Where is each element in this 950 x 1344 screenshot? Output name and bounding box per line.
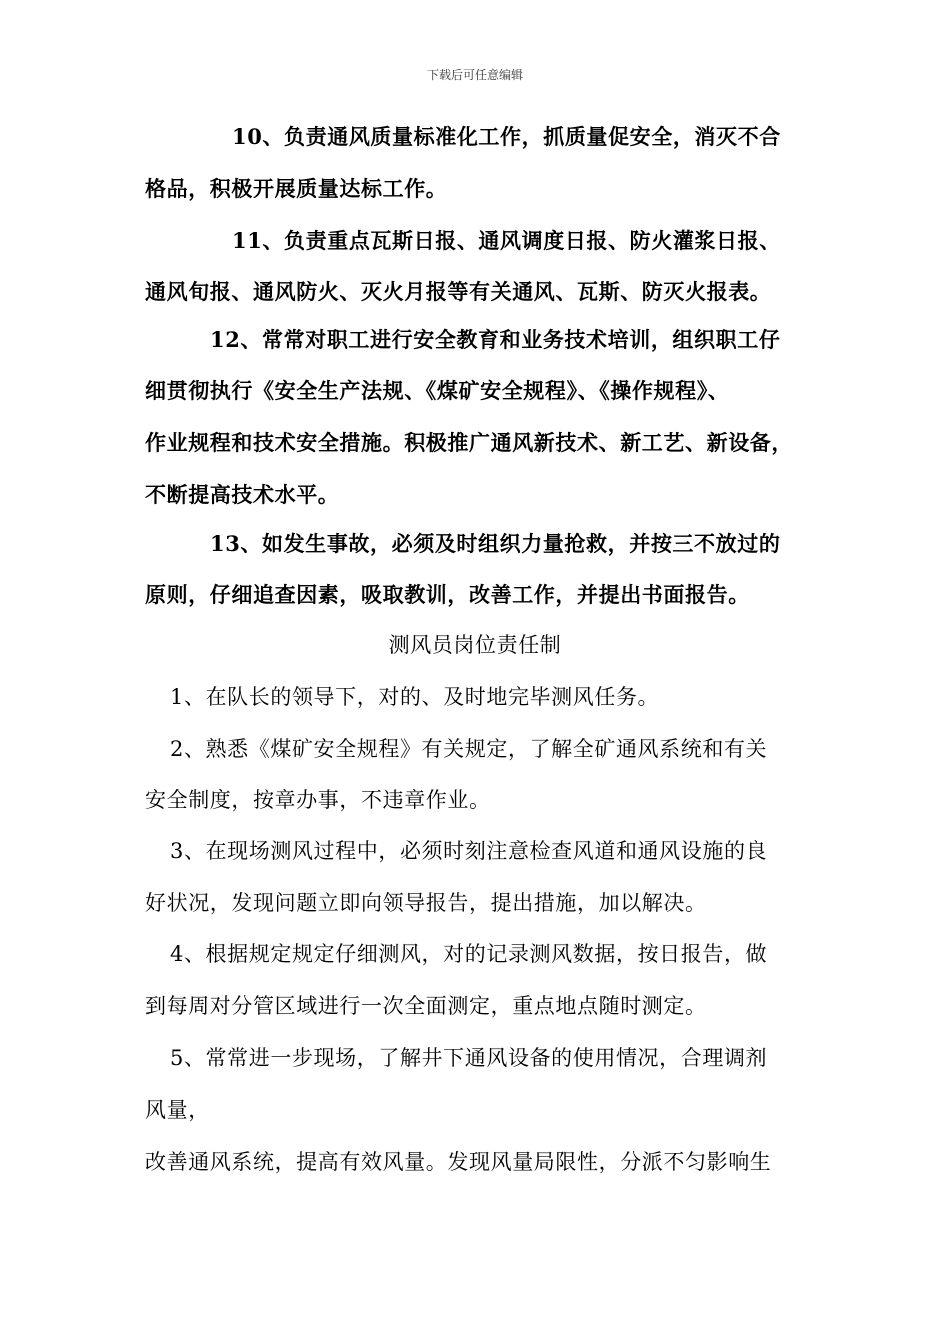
item-12-line-2: 细贯彻执行《安全生产法规、《煤矿安全规程》、《操作规程》、	[145, 378, 730, 403]
duty-5-line-3: 改善通风系统，提高有效风量。发现风量局限性，分派不匀影响生	[145, 1150, 772, 1174]
item-11-line-2: 通风旬报、通风防火、灭火月报等有关通风、瓦斯、防灭火报表。	[145, 279, 772, 304]
item-10-line-2: 格品，积极开展质量达标工作。	[145, 176, 448, 201]
header-note: 下载后可任意编辑	[426, 68, 523, 82]
duty-1-line-1: 1、在队长的领导下，对的、及时地完毕测风任务。	[170, 685, 660, 709]
duty-3-line-2: 好状况，发现问题立即向领导报告，提出措施，加以解决。	[145, 891, 707, 915]
duty-2-line-2: 安全制度，按章办事，不违章作业。	[145, 788, 491, 812]
duty-4-line-2: 到每周对分管区域进行一次全面测定，重点地点随时测定。	[145, 994, 707, 1018]
section-title: 测风员岗位责任制	[388, 633, 562, 657]
item-10-line-1: 10、负责通风质量标准化工作，抓质量促安全，消灭不合	[232, 124, 781, 149]
item-13-line-1: 13、如发生事故，必须及时组织力量抢救，并按三不放过的	[210, 531, 781, 556]
item-13-line-2: 原则，仔细追查因素，吸取教训，改善工作，并提出书面报告。	[145, 582, 750, 607]
duty-4-line-1: 4、根据规定规定仔细测风，对的记录测风数据，按日报告，做	[170, 942, 768, 966]
duty-3-line-1: 3、在现场测风过程中，必须时刻注意检查风道和通风设施的良	[170, 839, 768, 863]
item-11-line-1: 11、负责重点瓦斯日报、通风调度日报、防火灌浆日报、	[232, 228, 781, 253]
item-12-line-3: 作业规程和技术安全措施。积极推广通风新技术、新工艺、新设备，	[145, 430, 793, 455]
item-12-line-1: 12、常常对职工进行安全教育和业务技术培训，组织职工仔	[210, 327, 781, 352]
duty-5-line-1: 5、常常进一步现场，了解井下通风设备的使用情况，合理调剂	[170, 1046, 768, 1070]
duty-5-line-2: 风量，	[145, 1098, 210, 1122]
item-12-line-4: 不断提高技术水平。	[145, 482, 340, 507]
duty-2-line-1: 2、熟悉《煤矿安全规程》有关规定，了解全矿通风系统和有关	[170, 737, 768, 761]
